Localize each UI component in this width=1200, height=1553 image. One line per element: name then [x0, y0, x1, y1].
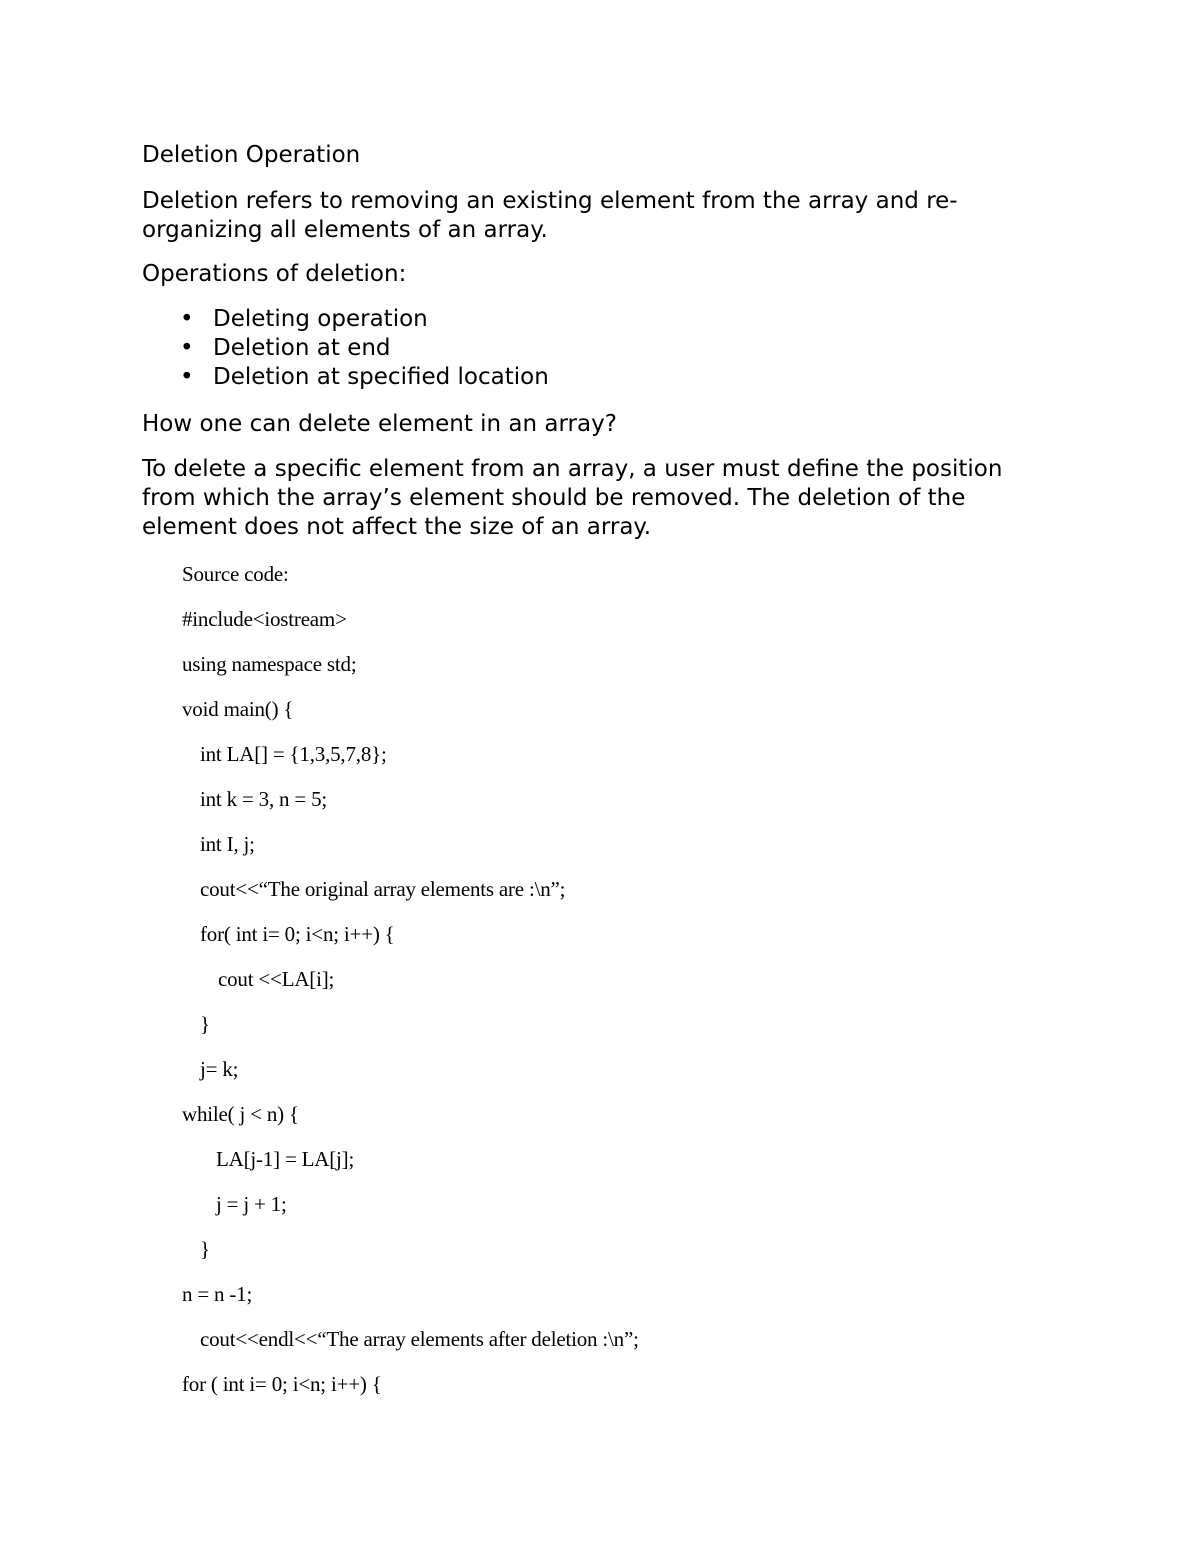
- list-item-label: Deleting operation: [213, 306, 428, 332]
- intro-line: organizing all elements of an array.: [142, 217, 548, 243]
- list-item-label: Deletion at specified location: [213, 364, 549, 390]
- code-line: }: [200, 1237, 210, 1261]
- operations-label: Operations of deletion:: [142, 261, 407, 287]
- document-heading: Deletion Operation: [142, 142, 361, 168]
- code-line: j= k;: [200, 1057, 239, 1081]
- question-text: How one can delete element in an array?: [142, 411, 617, 437]
- code-line: for ( int i= 0; i<n; i++) {: [182, 1372, 382, 1396]
- code-line: cout<<“The original array elements are :\n”;: [200, 877, 566, 901]
- list-item: [142, 363, 549, 392]
- bullet-icon: •: [180, 335, 194, 361]
- code-line: LA[j-1] = LA[j];: [216, 1147, 355, 1171]
- intro-line: Deletion refers to removing an existing element from the array and re-: [142, 188, 958, 214]
- intro-paragraph: [142, 187, 1042, 245]
- code-line: cout<<endl<<“The array elements after deletion :\n”;: [200, 1327, 639, 1351]
- code-line: cout <<LA[i];: [218, 967, 335, 991]
- list-item-label: Deletion at end: [213, 335, 391, 361]
- list-item: [142, 334, 549, 363]
- operations-list: [142, 305, 549, 392]
- code-line: #include<iostream>: [182, 607, 347, 631]
- code-line: n = n -1;: [182, 1282, 253, 1306]
- code-line: j = j + 1;: [216, 1192, 287, 1216]
- code-line: }: [200, 1012, 210, 1036]
- code-line: Source code:: [182, 562, 289, 586]
- code-line: while( j < n) {: [182, 1102, 299, 1126]
- code-line: int k = 3, n = 5;: [200, 787, 328, 811]
- answer-paragraph: [142, 455, 1042, 542]
- bullet-icon: •: [180, 306, 194, 332]
- code-line: int I, j;: [200, 832, 255, 856]
- list-item: [142, 305, 549, 334]
- code-line: for( int i= 0; i<n; i++) {: [200, 922, 395, 946]
- answer-line: To delete a specific element from an array, a user must define the position: [142, 456, 1003, 482]
- answer-line: from which the array’s element should be removed. The deletion of the: [142, 485, 966, 511]
- code-line: int LA[] = {1,3,5,7,8};: [200, 742, 387, 766]
- bullet-icon: •: [180, 364, 194, 390]
- answer-line: element does not affect the size of an array.: [142, 514, 652, 540]
- code-line: void main() {: [182, 697, 294, 721]
- code-line: using namespace std;: [182, 652, 357, 676]
